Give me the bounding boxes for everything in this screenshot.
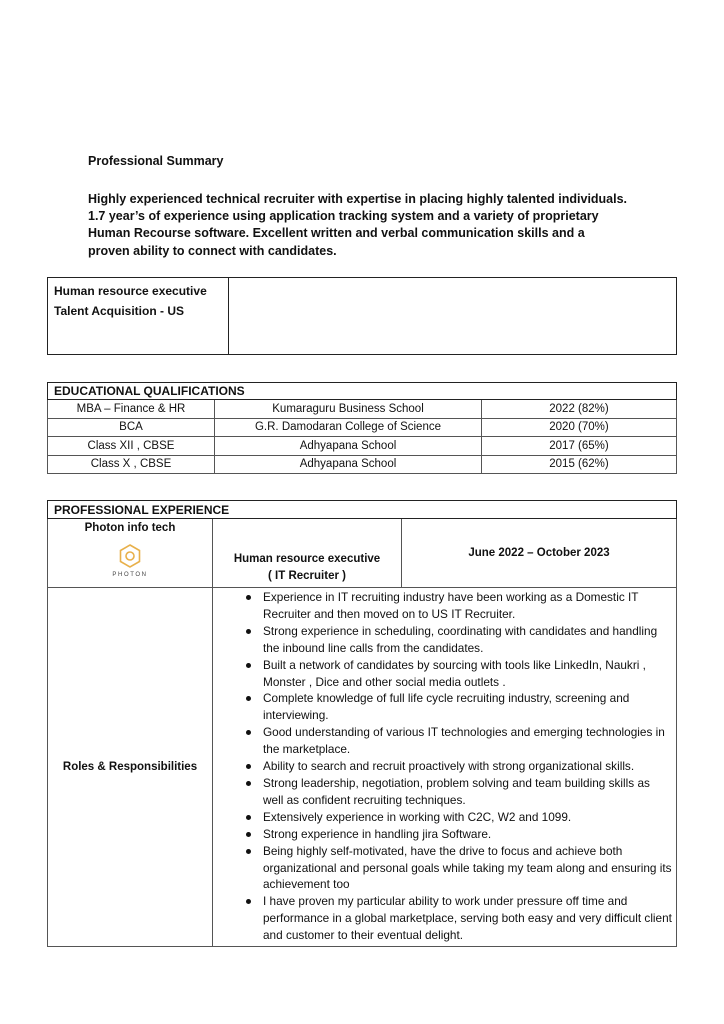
logo-wordmark: PHOTON — [112, 572, 148, 578]
list-item: Strong experience in scheduling, coordinating with candidates and handling the inbound line calls from the candidates. — [263, 623, 672, 657]
table-row — [48, 400, 677, 419]
institution-cell: G.R. Damodaran College of Science — [215, 418, 482, 437]
list-item: Strong leadership, negotiation, problem solving and team building skills as well as confident recruiting techniques. — [263, 775, 672, 809]
degree-cell: BCA — [48, 418, 215, 437]
education-heading: EDUCATIONAL QUALIFICATIONS — [48, 383, 677, 400]
table-row — [48, 418, 677, 437]
list-item: Complete knowledge of full life cycle recruiting industry, screening and interviewing. — [263, 690, 672, 724]
current-role-cell — [48, 278, 229, 354]
degree-cell: Class X , CBSE — [48, 455, 215, 474]
summary-paragraph — [88, 191, 658, 260]
summary-line: Highly experienced technical recruiter with expertise in placing highly talented individuals. — [88, 192, 628, 206]
role-subtitle: ( IT Recruiter ) — [268, 570, 346, 582]
role-cell — [213, 519, 402, 588]
experience-table — [47, 500, 677, 947]
company-name: Photon info tech — [84, 522, 176, 534]
table-row — [48, 588, 677, 947]
education-table — [47, 382, 677, 474]
summary-line: 1.7 year’s of experience using application tracking system and a variety of proprietary — [88, 209, 599, 224]
company-cell — [48, 519, 213, 588]
responsibilities-list — [213, 589, 672, 944]
employment-dates: June 2022 – October 2023 — [402, 519, 677, 588]
summary-heading: Professional Summary — [88, 154, 224, 168]
institution-cell: Adhyapana School — [215, 437, 482, 456]
list-item: Experience in IT recruiting industry have been working as a Domestic IT Recruiter and then moved on to US IT Recruiter. — [263, 589, 672, 623]
summary-line: Human Recourse software. Excellent written and verbal communication skills and a — [88, 226, 585, 241]
degree-cell: MBA – Finance & HR — [48, 400, 215, 419]
year-score-cell: 2015 (62%) — [482, 455, 677, 474]
degree-cell: Class XII , CBSE — [48, 437, 215, 456]
year-score-cell: 2022 (82%) — [482, 400, 677, 419]
list-item: I have proven my particular ability to work under pressure off time and performance in a global marketplace, serving both easy and very difficult client and customer to their eventual delight. — [263, 894, 672, 943]
responsibilities-label: Roles & Responsibilities — [48, 588, 213, 947]
role-title: Human resource executive — [233, 553, 381, 565]
year-score-cell: 2017 (65%) — [482, 437, 677, 456]
responsibilities-cell — [213, 588, 677, 947]
summary-line: proven ability to connect with candidates. — [88, 243, 337, 258]
photon-logo-icon — [48, 544, 212, 571]
current-role-subtitle: Talent Acquisition - US — [54, 304, 185, 318]
list-item: Good understanding of various IT technologies and emerging technologies in the marketplace. — [263, 724, 672, 758]
institution-cell: Kumaraguru Business School — [215, 400, 482, 419]
current-role-box — [47, 277, 677, 355]
current-role-title: Human resource executive — [54, 284, 207, 298]
year-score-cell: 2020 (70%) — [482, 418, 677, 437]
table-row — [48, 455, 677, 474]
list-item: Ability to search and recruit proactively with strong organizational skills. — [263, 758, 672, 775]
list-item: Built a network of candidates by sourcing with tools like LinkedIn, Naukri , Monster , Dice and other social media outlets . — [263, 657, 672, 691]
list-item: Strong experience in handling jira Software. — [263, 826, 672, 843]
experience-heading: PROFESSIONAL EXPERIENCE — [48, 501, 677, 519]
list-item: Extensively experience in working with C2C, W2 and 1099. — [263, 809, 672, 826]
institution-cell: Adhyapana School — [215, 455, 482, 474]
list-item: Being highly self-motivated, have the drive to focus and achieve both organizational and personal goals while taking my team along and ensuring its achievement too — [263, 843, 672, 892]
table-row — [48, 519, 677, 588]
table-row — [48, 437, 677, 456]
current-role-empty-cell — [229, 278, 676, 354]
